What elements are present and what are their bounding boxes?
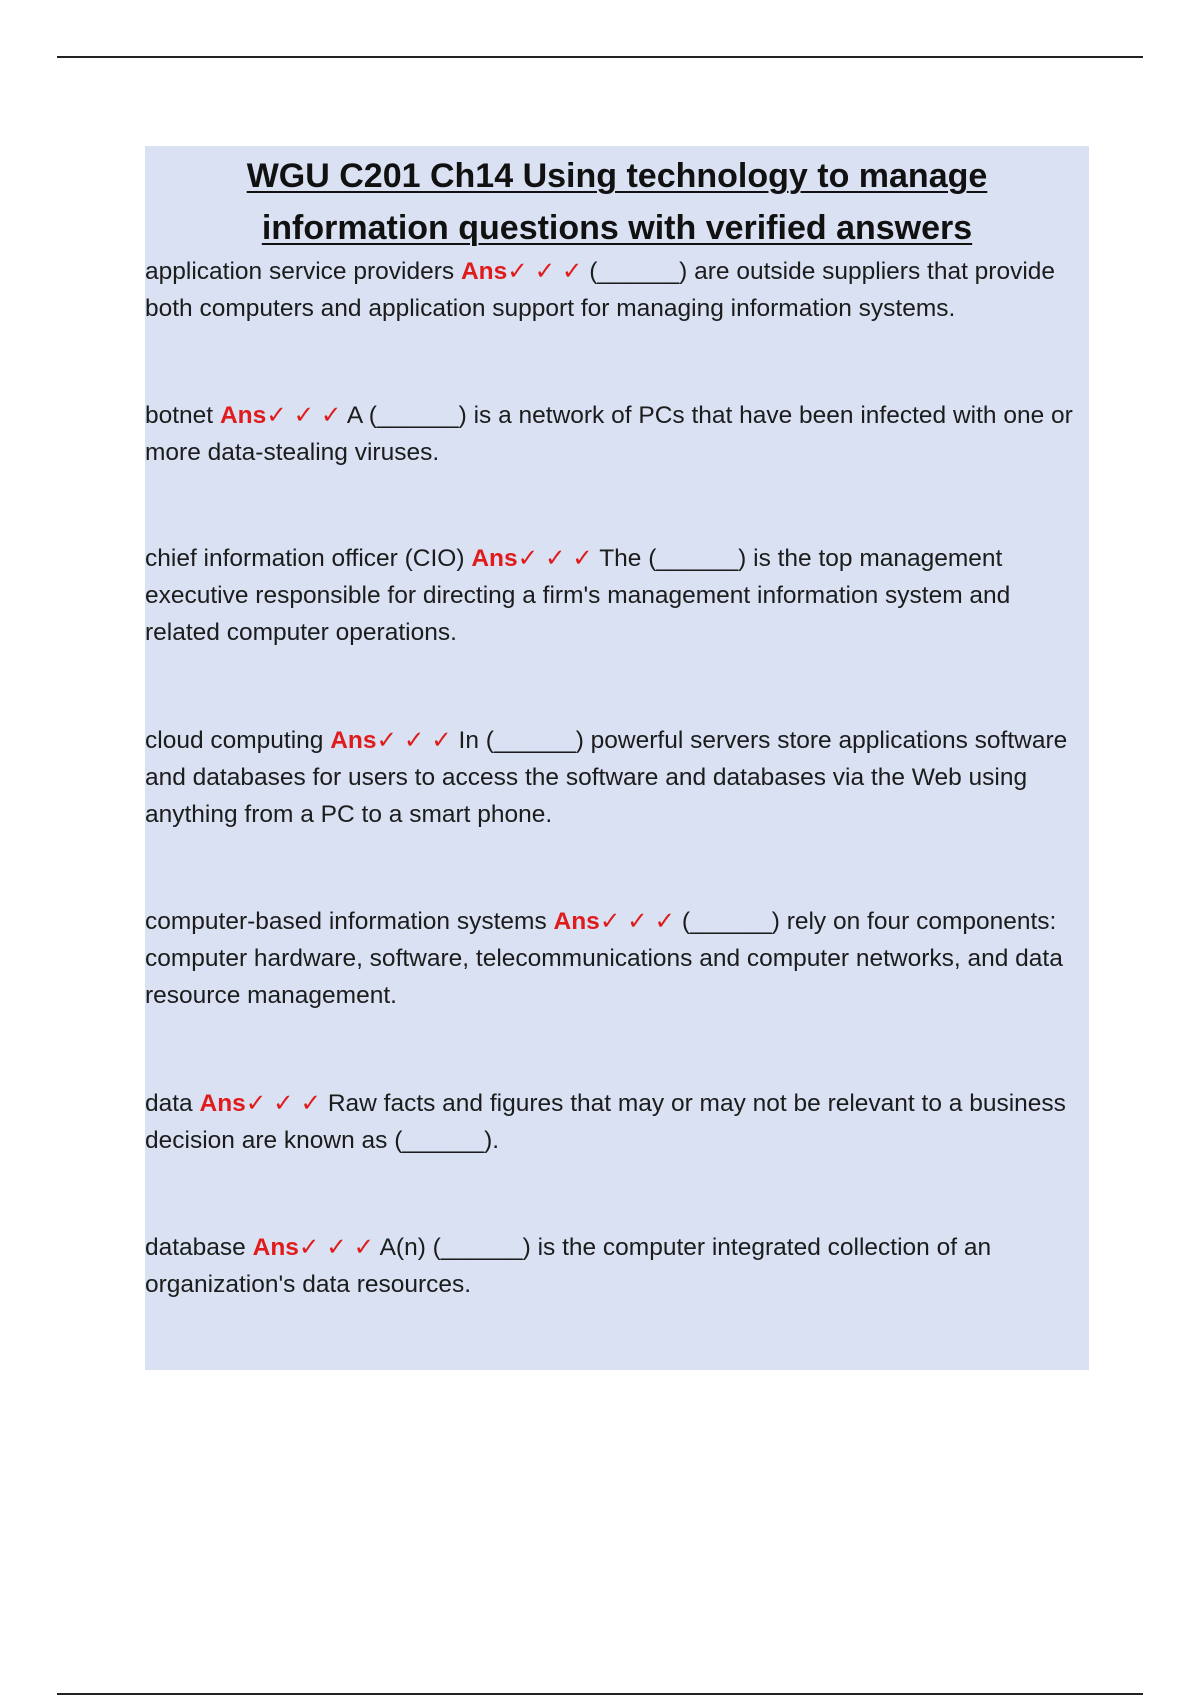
qa-item-database (145, 1229, 1089, 1303)
definition: (______) are outside suppliers that provide both computers and application support for managing information systems. (145, 258, 1056, 322)
term: chief information officer (CIO) (145, 545, 465, 572)
term: cloud computing (145, 727, 324, 754)
check-marks-icon: ✓ ✓ ✓ (266, 402, 342, 429)
answer-marker: Ans (330, 727, 377, 754)
definition: The (______) is the top management executive responsible for directing a firm's management information system and related computer operations. (145, 545, 1011, 646)
title-line-1: WGU C201 Ch14 Using technology to manage (246, 157, 988, 195)
qa-item-computer-based-information-systems (145, 903, 1089, 1014)
qa-item-cio (145, 540, 1089, 651)
term: application service providers (145, 258, 455, 285)
definition: (______) rely on four components: computer hardware, software, telecommunications and computer networks, and data resource management. (145, 908, 1063, 1009)
check-marks-icon: ✓ ✓ ✓ (245, 1090, 321, 1117)
check-marks-icon: ✓ ✓ ✓ (517, 545, 593, 572)
definition: Raw facts and figures that may or may not be relevant to a business decision are known as (______). (145, 1090, 1066, 1154)
answer-marker: Ans (219, 402, 267, 429)
answer-marker: Ans (553, 908, 600, 935)
term: botnet (145, 402, 214, 429)
answer-marker: Ans (471, 545, 518, 572)
answer-marker: Ans (252, 1234, 299, 1261)
check-marks-icon: ✓ ✓ ✓ (376, 727, 452, 754)
definition: In (______) powerful servers store applications software and databases for users to access the software and databases via the Web using anything from a PC to a smart phone. (145, 727, 1068, 828)
page-top-rule (57, 56, 1143, 58)
answer-marker: Ans (460, 258, 508, 285)
definition: A (______) is a network of PCs that have been infected with one or more data-stealing viruses. (145, 402, 1073, 466)
qa-item-data (145, 1085, 1089, 1159)
content-panel (145, 146, 1089, 1370)
check-marks-icon: ✓ ✓ ✓ (298, 1234, 375, 1261)
term: computer-based information systems (145, 908, 547, 935)
qa-item-application-service-providers (145, 253, 1089, 327)
page-bottom-rule (57, 1693, 1143, 1695)
title-line-2: information questions with verified answers (261, 209, 973, 247)
term: data (145, 1090, 193, 1117)
term: database (145, 1234, 246, 1261)
qa-item-cloud-computing (145, 722, 1089, 833)
check-marks-icon: ✓ ✓ ✓ (507, 258, 583, 285)
qa-item-botnet (145, 397, 1089, 471)
definition: A(n) (______) is the computer integrated collection of an organization's data resources. (145, 1234, 992, 1298)
check-marks-icon: ✓ ✓ ✓ (599, 908, 676, 935)
answer-marker: Ans (199, 1090, 246, 1117)
document-title (145, 146, 1089, 254)
